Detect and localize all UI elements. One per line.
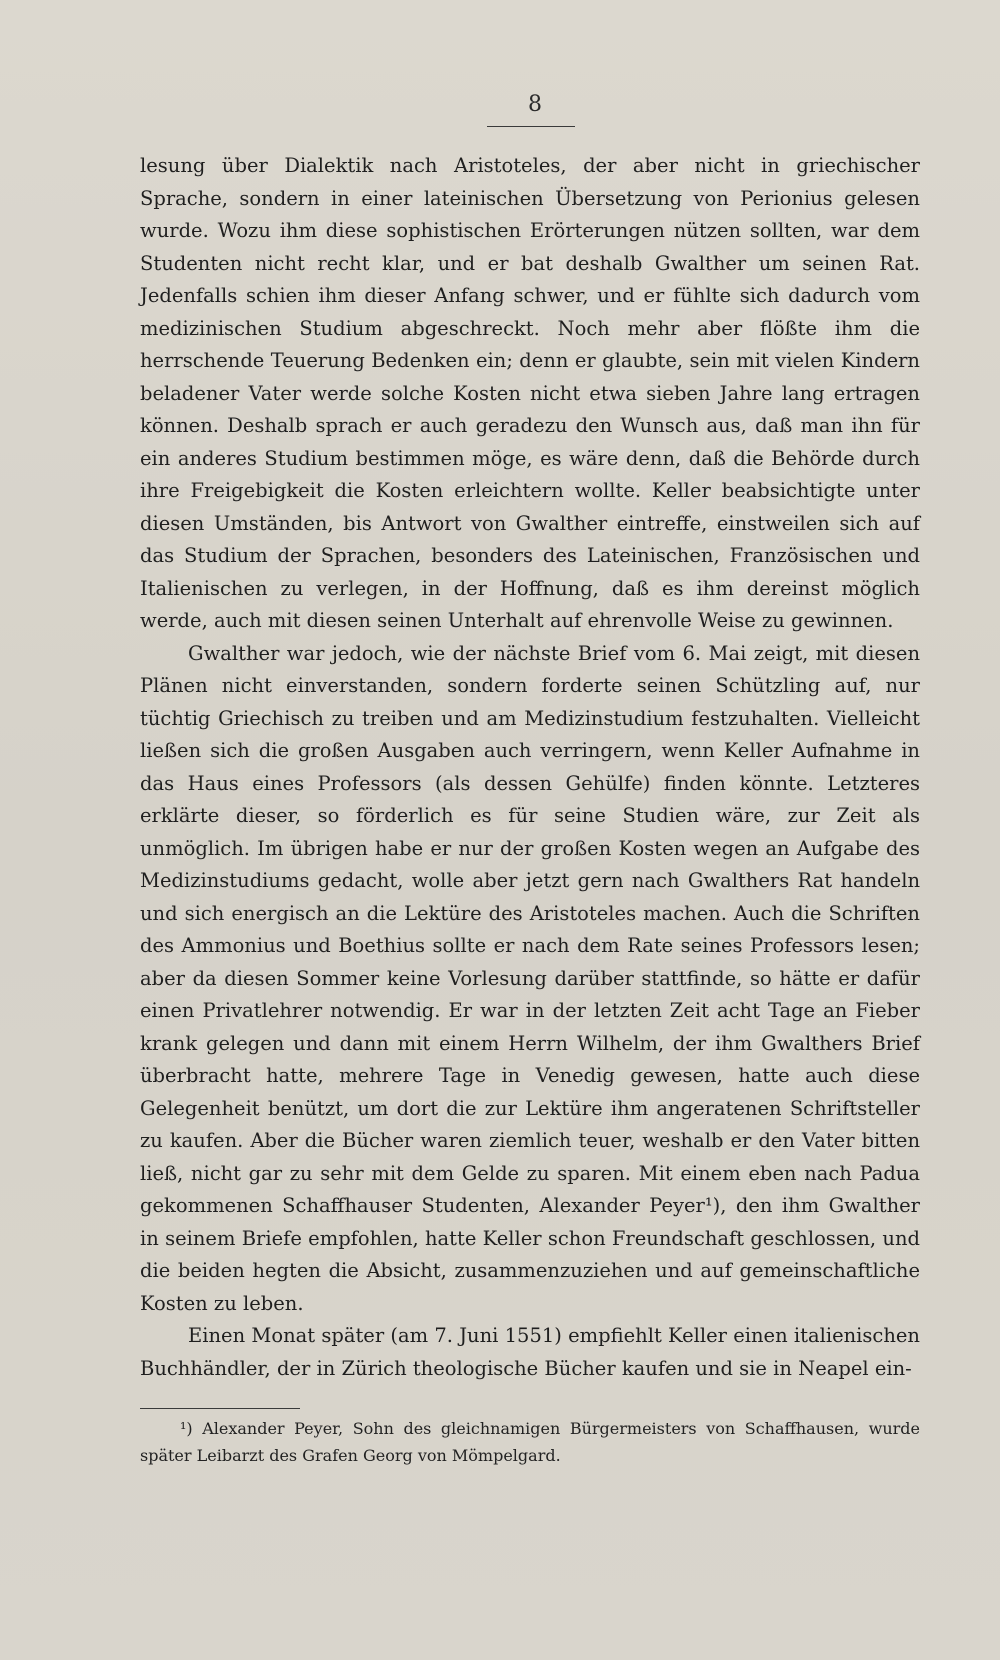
footnote-rule (140, 1408, 300, 1409)
paragraph-gwalther: Gwalther war jedoch, wie der nächste Brief vom 6. Mai zeigt, mit diesen Plänen nicht einverstanden, sondern forderte seinen Schützling auf, nur tüchtig Griechisch zu treiben und am Medizinstudium festzuhalten. Vielleicht ließen sich die großen Ausgaben auch verringern, wenn Keller Aufnahme in das Haus eines Professors (als dessen Gehülfe) finden könnte. Letzteres erklärte dieser, so förderlich es für seine Studien wäre, zur Zeit als unmöglich. Im übrigen habe er nur der großen Kosten wegen an Aufgabe des Medizinstudiums gedacht, wolle aber jetzt gern nach Gwalthers Rat handeln und sich energisch an die Lektüre des Aristoteles machen. Auch die Schriften des Ammonius und Boethius sollte er nach dem Rate seines Professors lesen; aber da diesen Sommer keine Vorlesung darüber stattfinde, so hätte er dafür einen Privatlehrer notwendig. Er war in der letzten Zeit acht Tage an Fieber krank gelegen und dann mit einem Herrn Wilhelm, der ihm Gwalthers Brief überbracht hatte, mehrere Tage in Venedig gewesen, hatte auch diese Gelegenheit benützt, um dort die zur Lektüre ihm angeratenen Schriftsteller zu kaufen. Aber die Bücher waren ziemlich teuer, weshalb er den Vater bitten ließ, nicht gar zu sehr mit dem Gelde zu sparen. Mit einem eben nach Padua gekommenen Schaffhauser Studenten, Alexander Peyer¹), den ihm Gwalther in seinem Briefe empfohlen, hatte Keller schon Freundschaft geschlossen, und die beiden hegten die Absicht, zusammenzuziehen und auf gemeinschaftliche Kosten zu leben. (140, 641, 920, 1315)
page-number: 8 (528, 92, 542, 117)
paragraph-june-letter: Einen Monat später (am 7. Juni 1551) empfiehlt Keller einen italienischen Buchhändler, der in Zürich theologische Bücher kaufen und sie in Neapel ein- (140, 1324, 920, 1380)
page-number-rule (487, 126, 575, 127)
footnote (140, 1415, 920, 1469)
footnote-text: ¹) Alexander Peyer, Sohn des gleichnamigen Bürgermeisters von Schaffhausen, wurde später Leibarzt des Grafen Georg von Mömpelgard. (140, 1419, 920, 1465)
paragraph-continuation: lesung über Dialektik nach Aristoteles, der aber nicht in griechischer Sprache, sondern in einer lateinischen Übersetzung von Perionius gelesen wurde. Wozu ihm diese sophistischen Erörterungen nützen sollten, war dem Studenten nicht recht klar, und er bat deshalb Gwalther um seinen Rat. Jedenfalls schien ihm dieser Anfang schwer, und er fühlte sich dadurch vom medizinischen Studium abgeschreckt. Noch mehr aber flößte ihm die herrschende Teuerung Bedenken ein; denn er glaubte, sein mit vielen Kindern beladener Vater werde solche Kosten nicht etwa sieben Jahre lang ertragen können. Deshalb sprach er auch geradezu den Wunsch aus, daß man ihn für ein anderes Studium bestimmen möge, es wäre denn, daß die Behörde durch ihre Freigebigkeit die Kosten erleichtern wollte. Keller beabsichtigte unter diesen Umständen, bis Antwort von Gwalther eintreffe, einstweilen sich auf das Studium der Sprachen, besonders des Lateinischen, Französischen und Italienischen zu verlegen, in der Hoffnung, daß es ihm dereinst möglich werde, auch mit diesen seinen Unterhalt auf ehrenvolle Weise zu gewinnen. (140, 154, 920, 632)
body-text (140, 150, 920, 1385)
